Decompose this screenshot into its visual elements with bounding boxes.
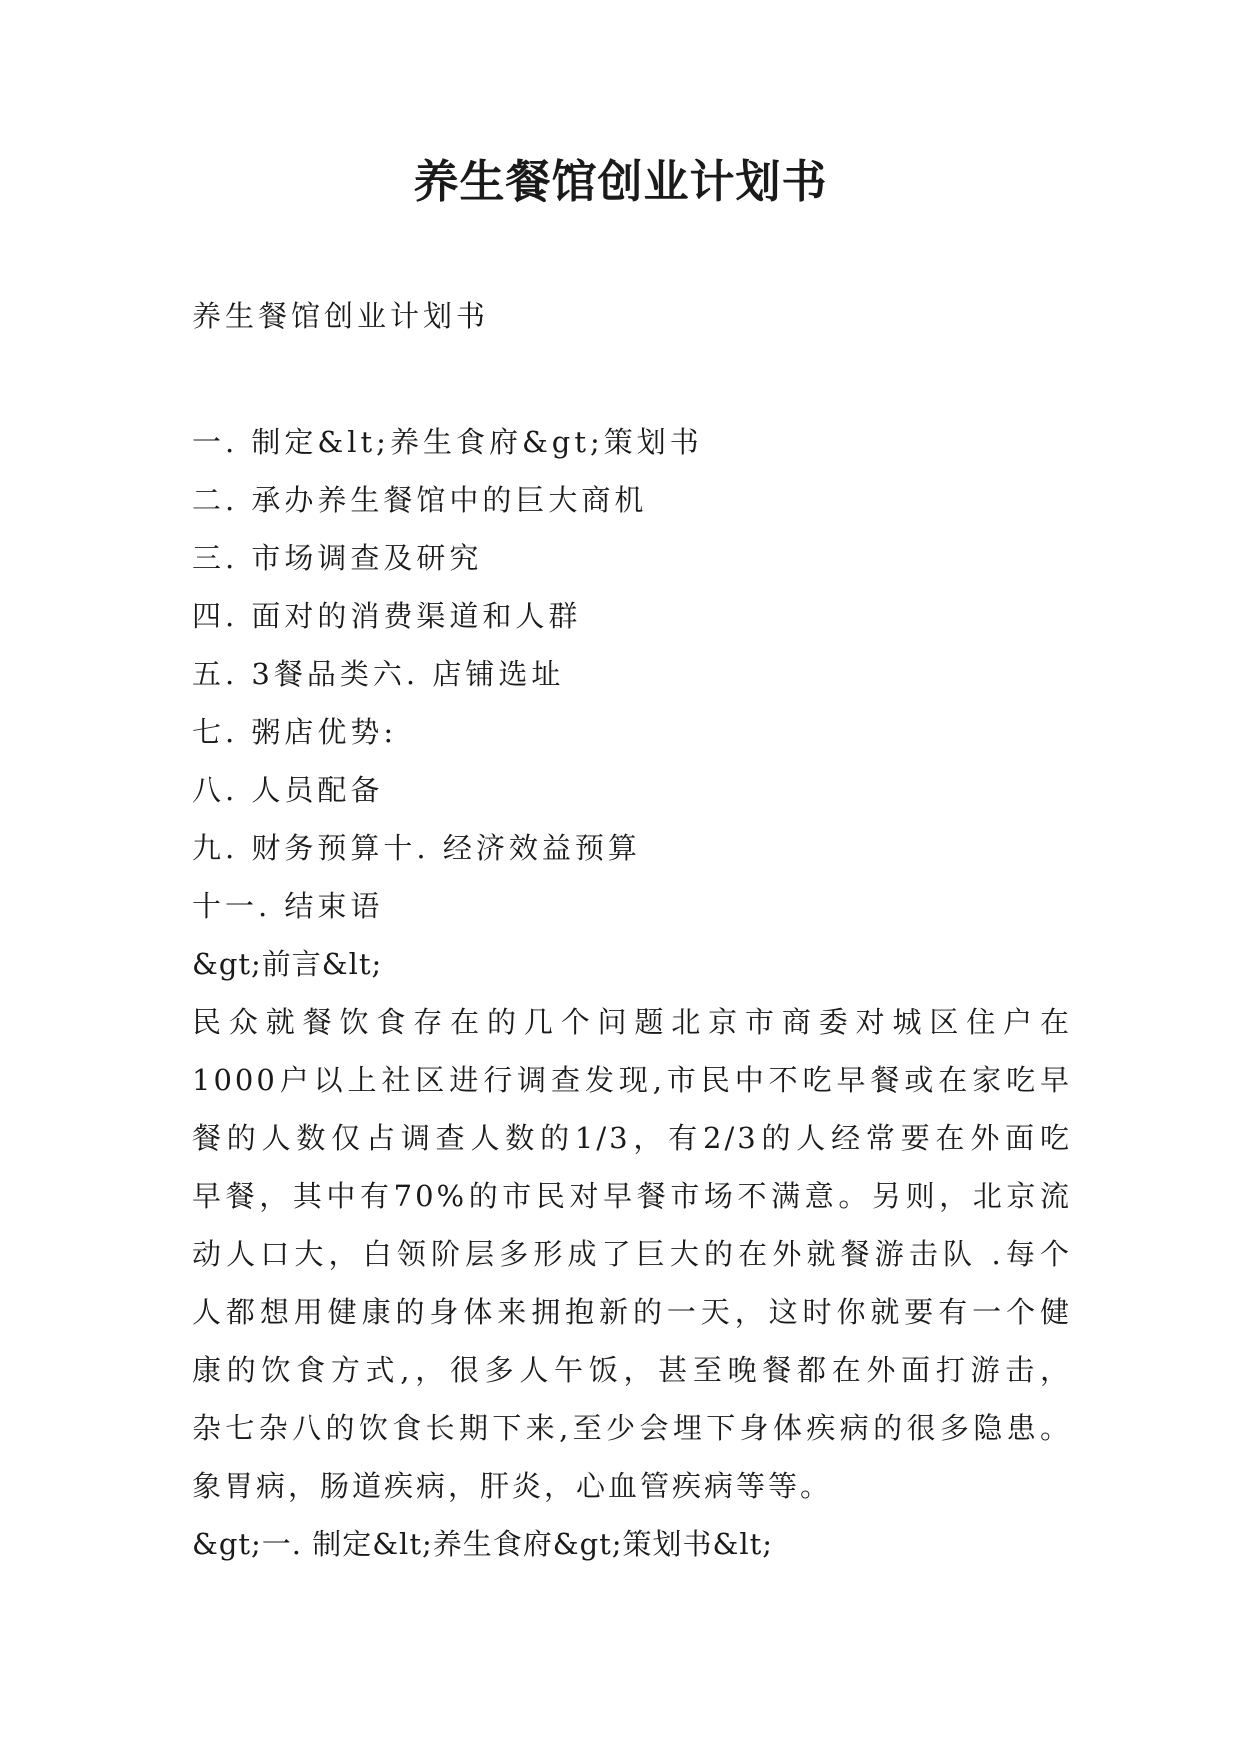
toc-item: 一. 制定&lt;养生食府&gt;策划书 — [192, 425, 703, 459]
paragraph-line: 动人口大，白领阶层多形成了巨大的在外就餐游击队 .每个 — [192, 1237, 1072, 1271]
toc-item: 七. 粥店优势: — [192, 715, 398, 749]
paragraph-line: 杂七杂八的饮食长期下来,至少会埋下身体疾病的很多隐患。 — [192, 1411, 1072, 1445]
toc-item: 二. 承办养生餐馆中的巨大商机 — [192, 483, 648, 517]
paragraph-line: 早餐，其中有70%的市民对早餐市场不满意。另则，北京流 — [192, 1179, 1072, 1213]
toc-item: 五. 3餐品类六. 店铺选址 — [192, 657, 565, 691]
preface-paragraph — [192, 993, 1072, 1515]
document-subtitle: 养生餐馆创业计划书 — [192, 299, 490, 333]
paragraph-line: 康的饮食方式,，很多人午饭，甚至晚餐都在外面打游击， — [192, 1353, 1072, 1387]
paragraph-line: 象胃病，肠道疾病，肝炎，心血管疾病等等。 — [192, 1469, 833, 1503]
paragraph-line: 1000户以上社区进行调查发现,市民中不吃早餐或在家吃早 — [192, 1063, 1072, 1097]
paragraph-line: 民众就餐饮食存在的几个问题北京市商委对城区住户在 — [192, 1005, 1072, 1039]
preface-heading: &gt;前言&lt; — [192, 947, 383, 981]
paragraph-line: 餐的人数仅占调查人数的1/3，有2/3的人经常要在外面吃 — [192, 1121, 1072, 1155]
table-of-contents — [192, 413, 1072, 935]
section-heading: &gt;一. 制定&lt;养生食府&gt;策划书&lt; — [192, 1527, 774, 1561]
toc-item: 八. 人员配备 — [192, 773, 384, 807]
toc-item: 四. 面对的消费渠道和人群 — [192, 599, 582, 633]
toc-item: 三. 市场调查及研究 — [192, 541, 483, 575]
document-title: 养生餐馆创业计划书 — [413, 155, 828, 208]
toc-item: 九. 财务预算十. 经济效益预算 — [192, 831, 641, 865]
toc-item: 十一. 结束语 — [192, 889, 384, 923]
paragraph-line: 人都想用健康的身体来拥抱新的一天，这时你就要有一个健 — [192, 1295, 1072, 1329]
